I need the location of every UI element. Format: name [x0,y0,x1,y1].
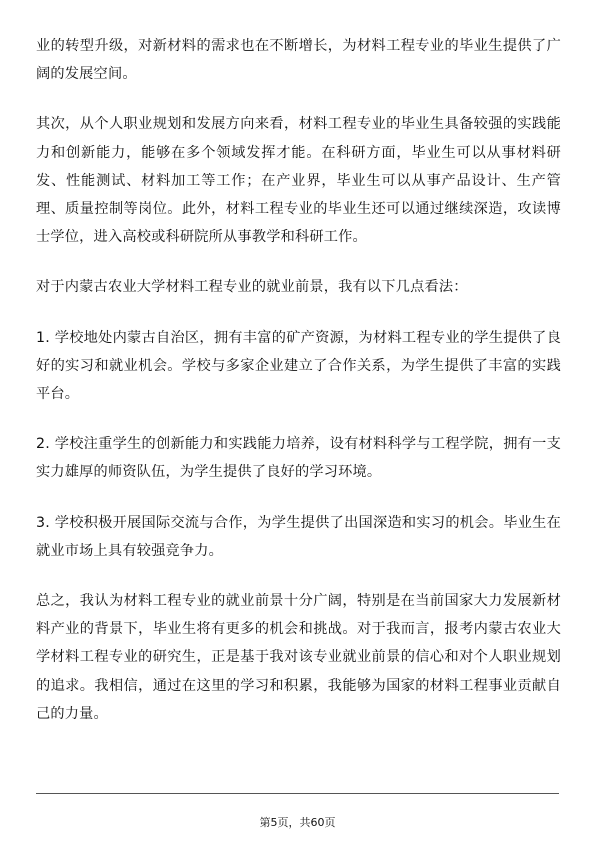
paragraph-point-1: 1. 学校地处内蒙古自治区，拥有丰富的矿产资源，为材料工程专业的学生提供了良好的实习和就业机会。学校与多家企业建立了合作关系，为学生提供了丰富的实践平台。 [36,329,561,403]
paragraph-views-heading: 对于内蒙古农业大学材料工程专业的就业前景，我有以下几点看法： [36,279,468,296]
footer-divider [36,793,559,794]
paragraph-intro-continuation: 业的转型升级，对新材料的需求也在不断增长，为材料工程专业的毕业生提供了广阔的发展空间。 [36,38,561,83]
paragraph-career-planning: 其次，从个人职业规划和发展方向来看，材料工程专业的毕业生具备较强的实践能力和创新能力，能够在多个领域发挥才能。在科研方面，毕业生可以从事材料研发、性能测试、材料加工等工作；在产业界，毕业生可以从事产品设计、生产管理、质量控制等岗位。此外，材料工程专业的毕业生还可以通过继续深造，攻读博士学位，进入高校或科研院所从事教学和科研工作。 [36,116,561,246]
paragraph-conclusion: 总之，我认为材料工程专业的就业前景十分广阔，特别是在当前国家大力发展新材料产业的背景下，毕业生将有更多的机会和挑战。对于我而言，报考内蒙古农业大学材料工程专业的研究生，正是基于我对该专业就业前景的信心和对个人职业规划的追求。我相信，通过在这里的学习和积累，我能够为国家的材料工程事业贡献自己的力量。 [36,593,561,722]
document-body [36,32,561,750]
page-number: 第5页，共60页 [259,816,336,829]
paragraph-point-2: 2. 学校注重学生的创新能力和实践能力培养，设有材料科学与工程学院，拥有一支实力雄厚的师资队伍，为学生提供了良好的学习环境。 [36,436,561,481]
paragraph-point-3: 3. 学校积极开展国际交流与合作，为学生提供了出国深造和实习的机会。毕业生在就业市场上具有较强竞争力。 [36,514,561,559]
